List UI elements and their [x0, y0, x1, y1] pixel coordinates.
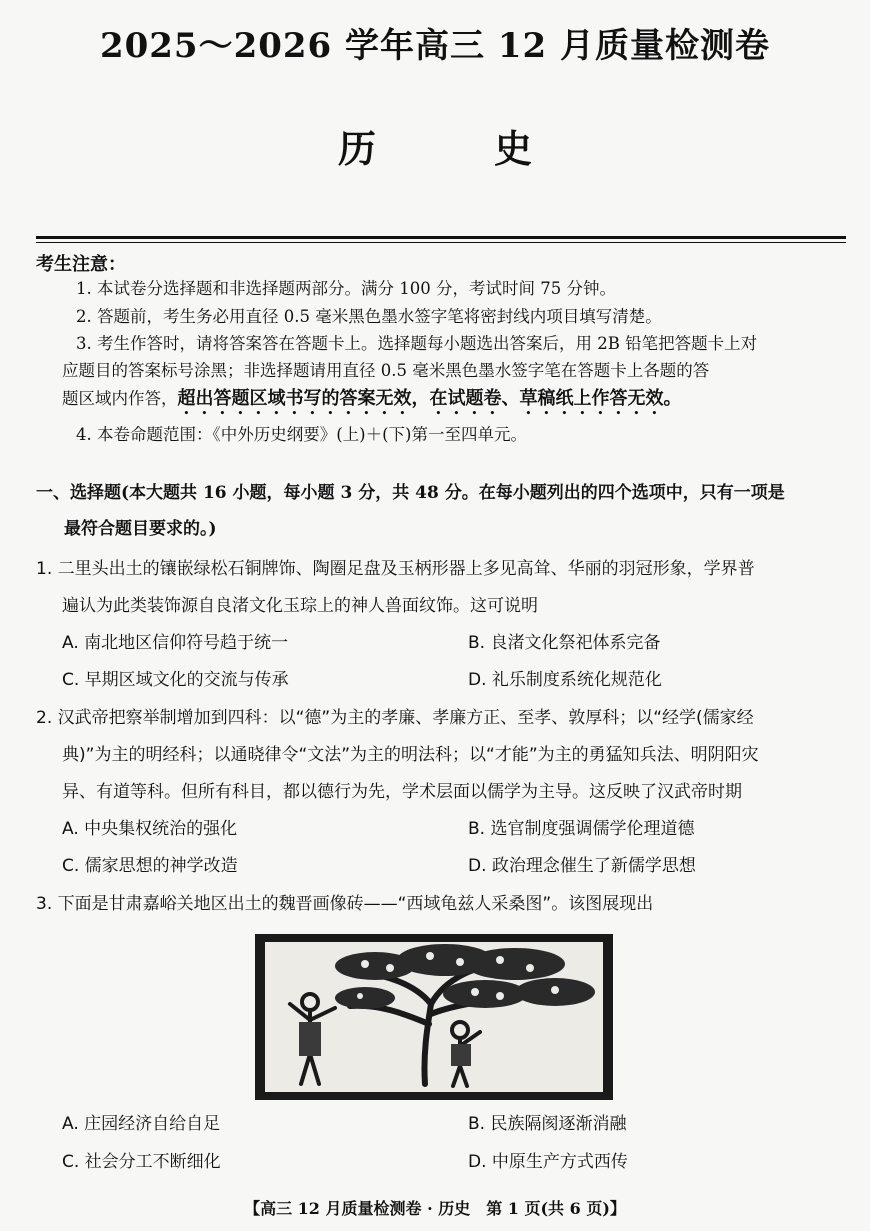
- notice-item-3-line-2: 应题目的答案标号涂黑；非选择题请用直径 0.5 毫米黑色墨水签字笔在答题卡上各题的答: [62, 361, 710, 380]
- header-divider-thin: [36, 242, 846, 243]
- q2-option-b: B. 选官制度强调儒学伦理道德: [468, 819, 695, 839]
- q3-option-d: D. 中原生产方式西传: [468, 1152, 628, 1172]
- q3-option-c: C. 社会分工不断细化: [62, 1152, 221, 1172]
- q3-option-b: B. 民族隔阂逐渐消融: [468, 1114, 627, 1134]
- page-footer: 【高三 12 月质量检测卷 · 历史 第 1 页(共 6 页)】: [244, 1199, 626, 1218]
- mulberry-picking-illustration: [255, 934, 613, 1100]
- q1-stem-line-1: 1. 二里头出土的镶嵌绿松石铜牌饰、陶圈足盘及玉柄形器上多见高耸、华丽的羽冠形象，学界普: [36, 559, 755, 579]
- q1-option-b: B. 良渚文化祭祀体系完备: [468, 633, 661, 653]
- q2-stem-line-1: 2. 汉武帝把察举制增加到四科：以“德”为主的孝廉、孝廉方正、至孝、敦厚科；以“经学(儒家经: [36, 708, 754, 728]
- q2-stem-line-3: 异、有道等科。但所有科目，都以德行为先，学术层面以儒学为主导。这反映了汉武帝时期: [62, 782, 742, 802]
- notice-item-1: 1. 本试卷分选择题和非选择题两部分。满分 100 分，考试时间 75 分钟。: [76, 279, 616, 298]
- notice-heading: 考生注意：: [36, 254, 126, 275]
- q2-option-a: A. 中央集权统治的强化: [62, 819, 238, 839]
- q1-stem-line-2: 遍认为此类装饰源自良渚文化玉琮上的神人兽面纹饰。这可说明: [62, 596, 538, 616]
- q2-option-c: C. 儒家思想的神学改造: [62, 856, 238, 876]
- q1-option-a: A. 南北地区信仰符号趋于统一: [62, 633, 289, 653]
- header-divider-thick: [36, 236, 846, 239]
- notice-item-3-emphasis: 超出答题区域书写的答案无效，在试题卷、草稿纸上作答无效。: [177, 388, 682, 409]
- q2-stem-line-2: 典)”为主的明经科；以通晓律令“文法”为主的明法科；以“才能”为主的勇猛知兵法、明阴阳灾: [62, 745, 759, 765]
- q1-option-c: C. 早期区域文化的交流与传承: [62, 670, 289, 690]
- notice-item-3-line-3: [62, 388, 682, 419]
- notice-item-4: 4. 本卷命题范围：《中外历史纲要》(上)＋(下)第一至四单元。: [76, 425, 527, 444]
- q3-option-a: A. 庄园经济自给自足: [62, 1114, 221, 1134]
- q3-stem-line-1: 3. 下面是甘肃嘉峪关地区出土的魏晋画像砖——“西域龟兹人采桑图”。该图展现出: [36, 894, 654, 914]
- q1-option-d: D. 礼乐制度系统化规范化: [468, 670, 662, 690]
- notice-item-3-line-1: 3. 考生作答时，请将答案答在答题卡上。选择题每小题选出答案后，用 2B 铅笔把答题卡上对: [76, 334, 758, 353]
- notice-item-2: 2. 答题前，考生务必用直径 0.5 毫米黑色墨水签字笔将密封线内项目填写清楚。: [76, 307, 662, 326]
- section-heading-line-2: 最符合题目要求的。): [64, 519, 217, 539]
- notice-item-3-prefix: 题区域内作答，: [62, 389, 178, 408]
- exam-title: 2025～2026 学年高三 12 月质量检测卷: [99, 26, 771, 66]
- brick-painting-figure: [255, 934, 613, 1100]
- subject-title: 历史: [337, 126, 650, 171]
- q2-option-d: D. 政治理念催生了新儒学思想: [468, 856, 696, 876]
- section-heading-line-1: 一、选择题(本大题共 16 小题，每小题 3 分，共 48 分。在每小题列出的四个选项中，只有一项是: [36, 483, 785, 503]
